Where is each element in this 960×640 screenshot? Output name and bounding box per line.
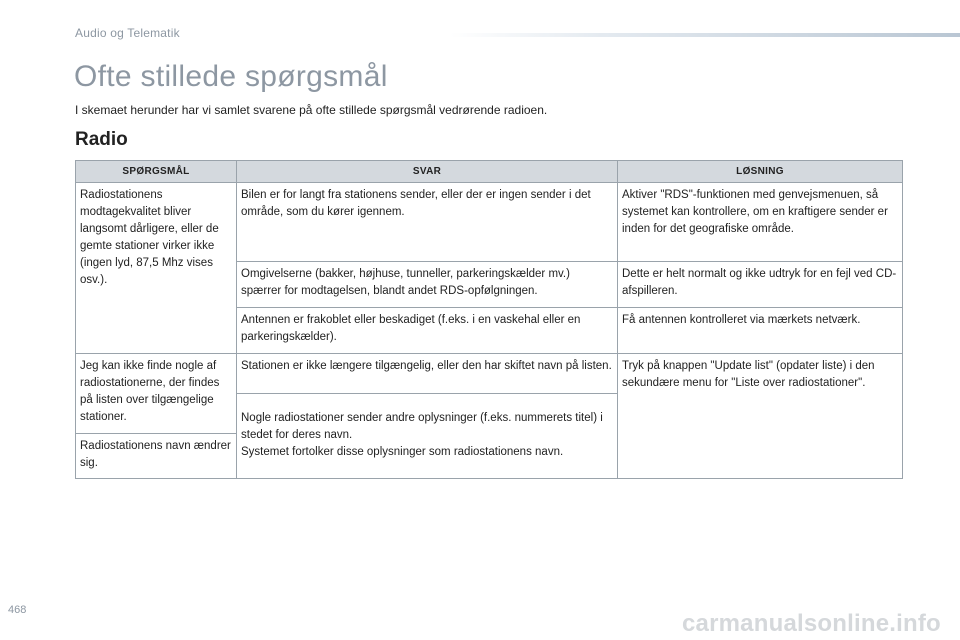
question-cell: Radiostationens navn ændrer sig.: [76, 434, 237, 479]
table-row: [76, 354, 903, 394]
question-cell: Jeg kan ikke finde nogle af radiostationerne, der findes på listen over tilgængelige stationer.: [76, 354, 237, 434]
column-header-solution: LØSNING: [618, 161, 903, 183]
solution-cell: Få antennen kontrolleret via mærkets netværk.: [618, 308, 903, 354]
column-header-answer: SVAR: [237, 161, 618, 183]
answer-cell: Bilen er for langt fra stationens sender, eller der er ingen sender i det område, som du kører igennem.: [237, 183, 618, 262]
question-cell: Radiostationens modtagekvalitet bliver langsomt dårligere, eller de gemte stationer virker ikke (ingen lyd, 87,5 Mhz vises osv.).: [76, 183, 237, 354]
table-row: [76, 183, 903, 262]
solution-cell: Aktiver "RDS"-funktionen med genvejsmenuen, så systemet kan kontrollere, om en kraftigere sender er inden for det geografiske område.: [618, 183, 903, 262]
header-rule: [450, 33, 960, 37]
watermark: carmanualsonline.info: [682, 610, 941, 637]
answer-cell: Antennen er frakoblet eller beskadiget (f.eks. i en vaskehal eller en parkeringskælder).: [237, 308, 618, 354]
column-header-question: SPØRGSMÅL: [76, 161, 237, 183]
answer-cell: Omgivelserne (bakker, højhuse, tunneller, parkeringskælder mv.) spærrer for modtagelsen, blandt andet RDS-opfølgningen.: [237, 262, 618, 308]
section-heading: Radio: [75, 129, 128, 150]
answer-cell: Stationen er ikke længere tilgængelig, eller den har skiftet navn på listen.: [237, 354, 618, 394]
answer-line: Nogle radiostationer sender andre oplysninger (f.eks. nummerets titel) i stedet for deres navn.: [241, 411, 603, 441]
table-header-row: [76, 161, 903, 183]
running-header: Audio og Telematik: [75, 26, 180, 40]
page-number: 468: [8, 604, 27, 616]
faq-table: [75, 160, 903, 479]
solution-cell: Tryk på knappen "Update list" (opdater liste) i den sekundære menu for "Liste over radiostationer".: [618, 354, 903, 479]
answer-cell: [237, 394, 618, 479]
answer-line: Systemet fortolker disse oplysninger som radiostationens navn.: [241, 445, 564, 458]
page-title: Ofte stillede spørgsmål: [74, 60, 388, 93]
solution-cell: Dette er helt normalt og ikke udtryk for en fejl ved CD-afspilleren.: [618, 262, 903, 308]
intro-text: I skemaet herunder har vi samlet svarene på ofte stillede spørgsmål vedrørende radioen.: [75, 103, 548, 117]
